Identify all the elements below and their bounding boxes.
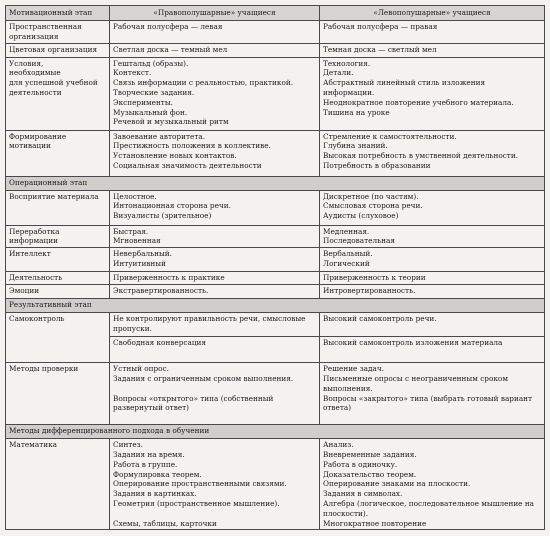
cell-line: Логический [323, 258, 370, 268]
cell-line: Визуалисты (зрительное) [113, 211, 212, 221]
row-label [6, 57, 110, 130]
cell-line: Интуитивный [113, 258, 166, 268]
cell-line: выполнения. [323, 383, 373, 393]
row-label [6, 130, 110, 176]
right-brain-cell [110, 248, 320, 272]
row-label-line: деятельности [9, 87, 62, 97]
cell-line: Светлая доска — темный мел [113, 44, 228, 54]
left-brain-cell [320, 248, 545, 272]
right-brain-cell [110, 272, 320, 285]
motivation-rows [6, 21, 545, 177]
right-brain-cell [110, 130, 320, 176]
cell-line: Задания с ограниченным сроком выполнения. [113, 373, 294, 383]
cell-line: информации. [323, 87, 375, 97]
cell-line: Мгновенная [113, 236, 161, 246]
cell-line: Неоднократное повторение учебного материала. [323, 97, 514, 107]
cell-line: Тишина на уроке [323, 107, 390, 117]
cell-line: Схемы, таблицы, карточки [113, 518, 217, 528]
left-brain-cell [320, 57, 545, 130]
cell-line: Вопросы «закрытого» типа (выбрать готовый вариант [323, 393, 533, 403]
row-label [6, 439, 110, 530]
cell-line: Глубина знаний. [323, 141, 388, 151]
table-row [6, 248, 545, 272]
cell-line: Престижность положения в коллективе. [113, 141, 271, 151]
row-label-line: организация [9, 31, 59, 41]
cell-line: Письменные опросы с неограниченным сроком [323, 373, 508, 383]
cell-line: Абстрактный линейный стиль изложения [323, 78, 486, 88]
right-brain-cell [110, 57, 320, 130]
row-label-line: Деятельность [9, 273, 63, 283]
table-row [6, 439, 545, 530]
cell-line: Анализ. [323, 440, 354, 450]
section-title: Результативный этап [6, 299, 545, 313]
cell-line: Гештальд (образы). [113, 58, 189, 68]
cell-line: Доказательство теорем. [323, 469, 417, 479]
cell-line: Медленная. [323, 226, 370, 236]
table-row [6, 363, 545, 425]
row-label [6, 225, 110, 248]
right-brain-cell [110, 313, 320, 363]
cell-line: Детали. [323, 68, 354, 78]
cell-line: Многократное повторение [323, 518, 427, 528]
right-brain-cell [110, 190, 320, 225]
cell-line: Работа в одиночку. [323, 459, 398, 469]
table-row [6, 57, 545, 130]
cell-line: Невербальный. [113, 249, 172, 259]
cell-line: Приверженность к практике [113, 273, 225, 283]
cell-line: Оперирование знаками на плоскости. [323, 479, 471, 489]
cell-line: Формулировка теорем. [113, 469, 202, 479]
left-brain-cell [320, 43, 545, 57]
cell-line: Решение задач. [323, 364, 385, 374]
row-label-line: Цветовая организация [9, 44, 98, 54]
row-label [6, 363, 110, 425]
row-label-line: Пространственная [9, 22, 82, 31]
left-brain-cell [320, 225, 545, 248]
table-row [6, 43, 545, 57]
cell-line: Завоевание авторитета. [113, 131, 206, 141]
cell-line: Установление новых контактов. [113, 151, 237, 161]
cell-line: Эксперименты. [113, 97, 173, 107]
right-brain-cell [110, 225, 320, 248]
section-row-methods [6, 425, 545, 439]
table-header-row [6, 6, 545, 21]
row-label-line: для успешной учебной [9, 78, 98, 88]
cell-line: Технология. [323, 58, 371, 68]
table-row [6, 272, 545, 285]
row-label-line: Восприятие материала [9, 191, 99, 201]
left-brain-cell [320, 21, 545, 44]
cell-line: Задания на время. [113, 449, 185, 459]
cell-line: Свободная конверсация [113, 337, 207, 347]
cell-line: Интонационная сторона речи. [113, 201, 231, 211]
operational-rows [6, 190, 545, 299]
left-brain-cell [320, 363, 545, 425]
cell-line: Аудисты (слуховое) [323, 211, 399, 221]
cell-line: Высокий самоконтроль изложения материала [323, 337, 503, 347]
right-brain-cell [110, 363, 320, 425]
cell-line: Задания в картинках. [113, 489, 197, 499]
row-label [6, 285, 110, 299]
section-title: Методы дифференцированного подхода в обучении [6, 425, 545, 439]
cell-line: Дискретное (по частям). [323, 191, 419, 201]
cell-line: Творческие задания. [113, 87, 195, 97]
cell-line: Рабочая полусфера — левая [113, 22, 223, 31]
cell-line: Темная доска — светлый мел [323, 44, 437, 54]
cell-line: Быстрая. [113, 226, 149, 236]
cell-line: Контекст. [113, 68, 152, 78]
row-label [6, 313, 110, 363]
left-brain-cell [320, 313, 545, 363]
cell-line: Высокая потребность в умственной деятельности. [323, 151, 519, 161]
cell-line: Алгебра (логическое, последовательное мышление на [323, 498, 535, 508]
cell-line: Вопросы «открытого» типа (собственный [113, 393, 274, 403]
cell-line: Приверженность к теории [323, 273, 426, 283]
header-left-brain: «Левополушарные» учащиеся [320, 6, 545, 21]
cell-line: Высокий самоконтроль речи. [323, 314, 437, 324]
cell-line: Стремление к самостоятельности. [323, 131, 457, 141]
cell-line: пропуски. [113, 323, 152, 333]
row-label [6, 272, 110, 285]
comparison-table [5, 5, 545, 530]
table-row [6, 285, 545, 299]
row-label-line: Интеллект [9, 249, 51, 259]
cell-line: Рабочая полусфера — правая [323, 22, 438, 31]
cell-line: ответа) [323, 403, 352, 413]
cell-line: Музыкальный фон. [113, 107, 188, 117]
cell-line: Работа в группе. [113, 459, 178, 469]
row-label-line: необходимые [9, 68, 61, 78]
section-row-operational [6, 176, 545, 190]
row-label [6, 190, 110, 225]
cell-line: Потребность в образовании [323, 160, 431, 170]
cell-line: Вневременные задания. [323, 449, 417, 459]
cell-line: Геометрия (пространственное мышление). [113, 498, 280, 508]
cell-line: Оперирование пространственными связями. [113, 479, 287, 489]
row-label-line: Самоконтроль [9, 314, 65, 324]
row-label [6, 43, 110, 57]
cell-line: Связь информации с реальностью, практикой. [113, 78, 294, 88]
right-brain-cell [110, 439, 320, 530]
cell-line: Речевой и музыкальный ритм [113, 117, 229, 127]
cell-line: плоскости). [323, 508, 369, 518]
cell-line: Последовательная [323, 236, 395, 246]
table-row [6, 225, 545, 248]
cell-line: Интровертированность. [323, 286, 416, 296]
cell-line: Социальная значимость деятельности [113, 160, 262, 170]
section-title: Операционный этап [6, 176, 545, 190]
cell-line: Экстравертированность. [113, 286, 209, 296]
row-label-line: Эмоции [9, 286, 40, 296]
table-row [6, 190, 545, 225]
section-row-result [6, 299, 545, 313]
row-label-line: Условия, [9, 58, 44, 68]
right-brain-cell [110, 43, 320, 57]
table-row [6, 21, 545, 44]
cell-line: Не контролируют правильность речи, смысловые [113, 314, 306, 324]
right-brain-cell [110, 21, 320, 44]
cell-line: Вербальный. [323, 249, 373, 259]
left-brain-cell [320, 190, 545, 225]
cell-line: Смысловая сторона речи. [323, 201, 423, 211]
left-brain-cell [320, 439, 545, 530]
row-label-line: Математика [9, 440, 58, 450]
table-row [6, 313, 545, 363]
row-label-line: Переработка [9, 226, 60, 236]
cell-line: Устный опрос. [113, 364, 169, 374]
row-label-line: информации [9, 236, 58, 246]
right-brain-cell [110, 285, 320, 299]
left-brain-cell [320, 130, 545, 176]
row-label-line: Методы проверки [9, 364, 79, 374]
row-label-line: мотивации [9, 141, 51, 151]
row-label [6, 248, 110, 272]
cell-line: Синтез. [113, 440, 143, 450]
header-stage: Мотивационный этап [6, 6, 110, 21]
table-row [6, 130, 545, 176]
row-label-line: Формирование [9, 131, 67, 141]
left-brain-cell [320, 272, 545, 285]
cell-line: Целостное. [113, 191, 157, 201]
row-label [6, 21, 110, 44]
header-right-brain: «Правополушарные» учащиеся [110, 6, 320, 21]
cell-line: Задания в символах. [323, 489, 403, 499]
cell-line: развернутый ответ) [113, 403, 190, 413]
left-brain-cell [320, 285, 545, 299]
